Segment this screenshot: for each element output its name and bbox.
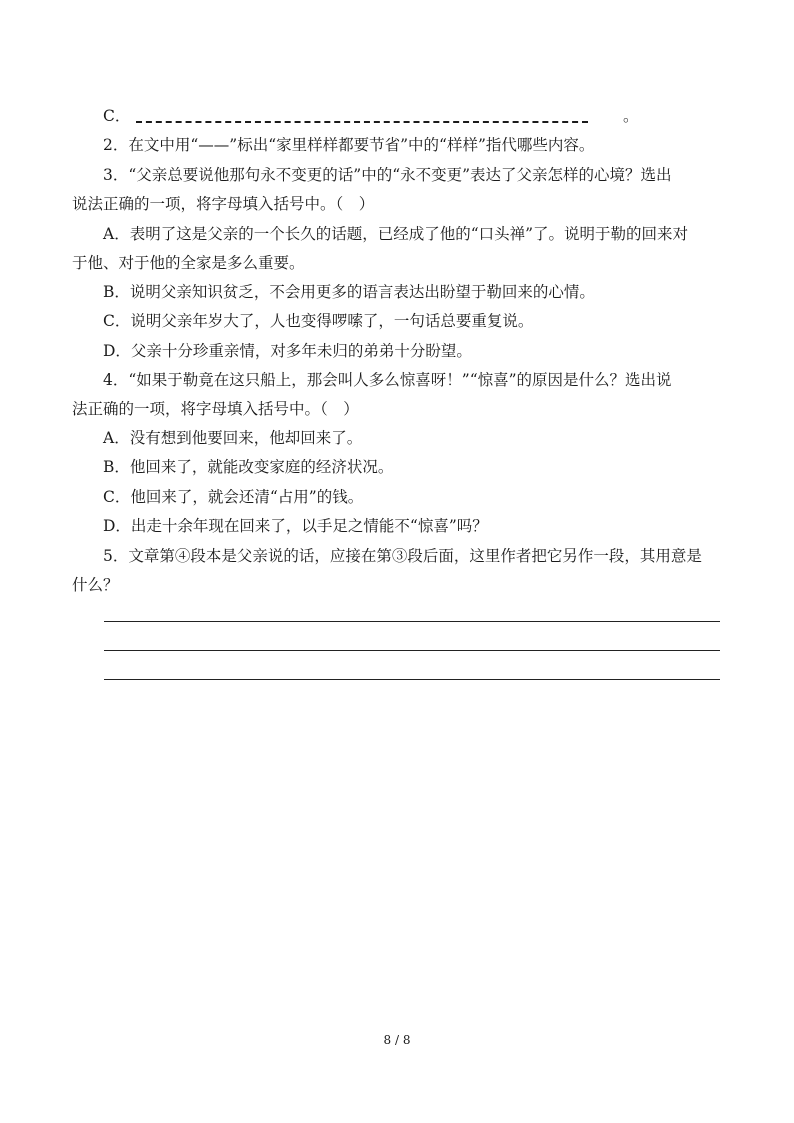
question-3-option-c: C．说明父亲年岁大了，人也变得啰嗦了，一句话总要重复说。 — [103, 312, 534, 330]
question-5-line1: 5．文章第④段本是父亲说的话，应接在第③段后面，这里作者把它另作一段，其用意是 — [103, 547, 702, 565]
q1-option-c-end: 。 — [623, 107, 639, 125]
question-5-line2: 什么？ — [72, 576, 119, 594]
q1-option-c-label: C． — [103, 107, 131, 125]
answer-line[interactable] — [104, 621, 720, 622]
question-3-option-d: D．父亲十分珍重亲情，对多年未归的弟弟十分盼望。 — [103, 342, 472, 360]
question-3-line1: 3．“父亲总要说他那句永不变更的话”中的“永不变更”表达了父亲怎样的心境？选出 — [103, 166, 672, 184]
question-4-option-b: B．他回来了，就能改变家庭的经济状况。 — [103, 458, 394, 476]
answer-line[interactable] — [104, 650, 720, 651]
question-4-option-c: C．他回来了，就会还清“占用”的钱。 — [103, 488, 364, 506]
question-2: 2．在文中用“——”标出“家里样样都要节省”中的“样样”指代哪些内容。 — [103, 136, 595, 154]
question-3-line2: 说法正确的一项，将字母填入括号中。（ ） — [72, 195, 375, 213]
question-4-option-a: A．没有想到他要回来，他却回来了。 — [103, 429, 363, 447]
answer-line[interactable] — [104, 679, 720, 680]
fill-in-blank-line[interactable] — [136, 121, 588, 123]
page-number: 8 / 8 — [383, 1033, 411, 1047]
question-3-option-a-line1: A．表明了这是父亲的一个长久的话题，已经成了他的“口头禅”了。说明于勒的回来对 — [103, 225, 689, 243]
q1-option-c — [103, 106, 724, 126]
question-4-option-d: D．出走十余年现在回来了，以手足之情能不“惊喜”吗？ — [103, 517, 488, 535]
question-3-option-a-line2: 于他、对于他的全家是多么重要。 — [72, 254, 305, 272]
question-4-line2: 法正确的一项，将字母填入括号中。（ ） — [72, 400, 359, 418]
question-4-line1: 4．“如果于勒竟在这只船上，那会叫人多么惊喜呀！”“惊喜”的原因是什么？选出说 — [103, 371, 672, 389]
question-3-option-b: B．说明父亲知识贫乏，不会用更多的语言表达出盼望于勒回来的心情。 — [103, 283, 595, 301]
